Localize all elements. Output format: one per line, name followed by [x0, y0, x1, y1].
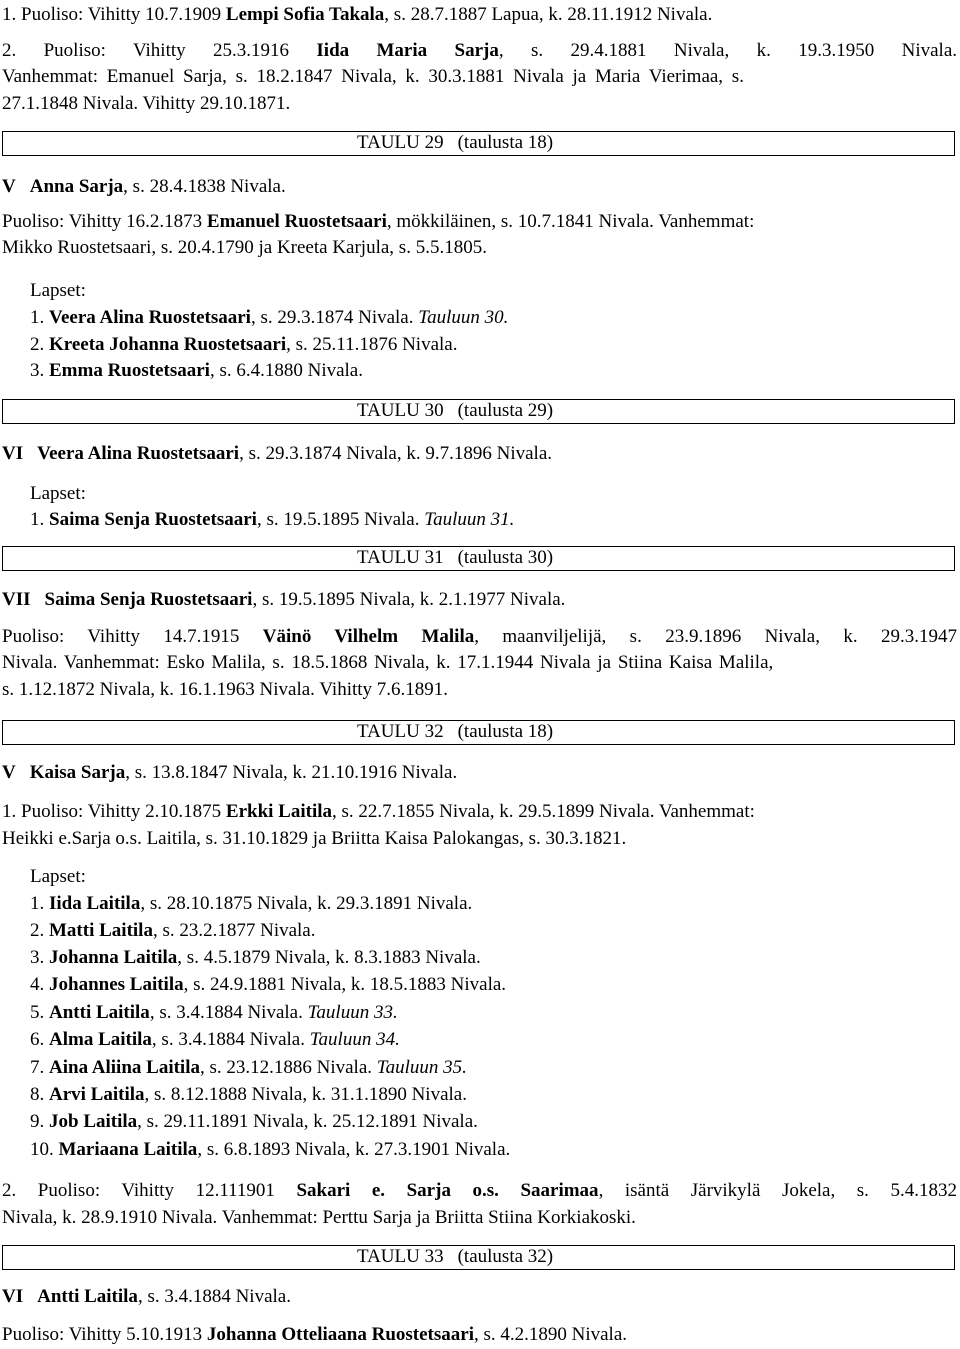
table-header-32: TAULU 32 (taulusta 18)	[2, 720, 955, 745]
table-header-29: TAULU 29 (taulusta 18)	[2, 131, 955, 156]
child-item: 6. Alma Laitila, s. 3.4.1884 Nivala. Tauluun 34.	[30, 1029, 400, 1050]
child-item: 1. Saima Senja Ruostetsaari, s. 19.5.1895 Nivala. Tauluun 31.	[30, 509, 515, 530]
child-item: 2. Kreeta Johanna Ruostetsaari, s. 25.11.1876 Nivala.	[30, 334, 458, 355]
spouse-line: Puoliso: Vihitty 16.2.1873 Emanuel Ruostetsaari, mökkiläinen, s. 10.7.1841 Nivala. Vanhemmat:	[2, 211, 755, 232]
table-reference: Tauluun 35.	[376, 1057, 467, 1078]
child-item: 3. Johanna Laitila, s. 4.5.1879 Nivala, k. 8.3.1883 Nivala.	[30, 947, 481, 968]
person-name: Saima Senja Ruostetsaari	[44, 589, 253, 610]
child-item: 3. Emma Ruostetsaari, s. 6.4.1880 Nivala.	[30, 360, 363, 381]
parents-line-cont: 27.1.1848 Nivala. Vihitty 29.10.1871.	[2, 93, 291, 114]
spouse-line: Puoliso: Vihitty 5.10.1913 Johanna Otteliaana Ruostetsaari, s. 4.2.1890 Nivala.	[2, 1324, 628, 1345]
spouse-name: Iida Maria Sarja	[316, 40, 499, 61]
spouse-line-2: 2. Puoliso: Vihitty 12.111901 Sakari e. Sarja o.s. Saarimaa, isäntä Järvikylä Jokela, s. 5.4.1832	[2, 1180, 957, 1201]
children-label: Lapset:	[30, 866, 86, 887]
generation-line: VI Veera Alina Ruostetsaari, s. 29.3.1874 Nivala, k. 9.7.1896 Nivala.	[2, 443, 553, 464]
child-item: 1. Iida Laitila, s. 28.10.1875 Nivala, k. 29.3.1891 Nivala.	[30, 893, 473, 914]
child-item: 4. Johannes Laitila, s. 24.9.1881 Nivala, k. 18.5.1883 Nivala.	[30, 974, 507, 995]
generation-line: V Anna Sarja, s. 28.4.1838 Nivala.	[2, 176, 286, 197]
child-item: 1. Veera Alina Ruostetsaari, s. 29.3.1874 Nivala. Tauluun 30.	[30, 307, 509, 328]
spouse-name: Emanuel Ruostetsaari	[206, 211, 387, 232]
spouse-name: Sakari e. Sarja o.s. Saarimaa	[296, 1180, 599, 1201]
children-label: Lapset:	[30, 483, 86, 504]
spouse-name: Väinö Vilhelm Malila	[262, 626, 475, 647]
generation-line: VII Saima Senja Ruostetsaari, s. 19.5.1895 Nivala, k. 2.1.1977 Nivala.	[2, 589, 566, 610]
children-label: Lapset:	[30, 280, 86, 301]
generation-line: VI Antti Laitila, s. 3.4.1884 Nivala.	[2, 1286, 291, 1307]
table-reference: Tauluun 33.	[307, 1002, 398, 1023]
child-item: 8. Arvi Laitila, s. 8.12.1888 Nivala, k. 31.1.1890 Nivala.	[30, 1084, 467, 1105]
spouse-line-2: 2. Puoliso: Vihitty 25.3.1916 Iida Maria Sarja, s. 29.4.1881 Nivala, k. 19.3.1950 Nivala.	[2, 40, 957, 61]
person-name: Kaisa Sarja	[29, 762, 126, 783]
child-item: 5. Antti Laitila, s. 3.4.1884 Nivala. Tauluun 33.	[30, 1002, 398, 1023]
parents-line: Vanhemmat: Emanuel Sarja, s. 18.2.1847 Nivala, k. 30.3.1881 Nivala ja Maria Vierimaa, s.	[2, 66, 744, 87]
person-name: Anna Sarja	[29, 176, 124, 197]
table-header-31: TAULU 31 (taulusta 30)	[2, 546, 955, 571]
spouse-name: Erkki Laitila	[225, 801, 333, 822]
person-name: Veera Alina Ruostetsaari	[37, 443, 240, 464]
spouse-line: 1. Puoliso: Vihitty 2.10.1875 Erkki Laitila, s. 22.7.1855 Nivala, k. 29.5.1899 Nivala. Vanhemmat:	[2, 801, 755, 822]
spouse-parents: Nivala. Vanhemmat: Esko Malila, s. 18.5.1868 Nivala, k. 17.1.1944 Nivala ja Stiina Kaisa Malila,	[2, 652, 774, 673]
table-header-30: TAULU 30 (taulusta 29)	[2, 399, 955, 424]
child-item: 7. Aina Aliina Laitila, s. 23.12.1886 Nivala. Tauluun 35.	[30, 1057, 467, 1078]
spouse-parents: Nivala, k. 28.9.1910 Nivala. Vanhemmat: Perttu Sarja ja Briitta Stiina Korkiakoski.	[2, 1207, 636, 1228]
person-name: Antti Laitila	[37, 1286, 138, 1307]
table-reference: Tauluun 30.	[418, 307, 509, 328]
spouse-line-1: 1. Puoliso: Vihitty 10.7.1909 Lempi Sofia Takala, s. 28.7.1887 Lapua, k. 28.11.1912 Nivala.	[2, 4, 713, 25]
table-reference: Tauluun 31.	[424, 509, 515, 530]
child-item: 9. Job Laitila, s. 29.11.1891 Nivala, k. 25.12.1891 Nivala.	[30, 1111, 478, 1132]
child-item: 10. Mariaana Laitila, s. 6.8.1893 Nivala, k. 27.3.1901 Nivala.	[30, 1139, 511, 1160]
table-reference: Tauluun 34.	[309, 1029, 400, 1050]
table-header-33: TAULU 33 (taulusta 32)	[2, 1245, 955, 1270]
spouse-parents: Heikki e.Sarja o.s. Laitila, s. 31.10.1829 ja Briitta Kaisa Palokangas, s. 30.3.1821.	[2, 828, 627, 849]
spouse-name: Lempi Sofia Takala	[225, 4, 385, 25]
spouse-parents-cont: s. 1.12.1872 Nivala, k. 16.1.1963 Nivala. Vihitty 7.6.1891.	[2, 679, 449, 700]
generation-line: V Kaisa Sarja, s. 13.8.1847 Nivala, k. 21.10.1916 Nivala.	[2, 762, 458, 783]
child-item: 2. Matti Laitila, s. 23.2.1877 Nivala.	[30, 920, 316, 941]
spouse-parents: Mikko Ruostetsaari, s. 20.4.1790 ja Kreeta Karjula, s. 5.5.1805.	[2, 237, 487, 258]
spouse-name: Johanna Otteliaana Ruostetsaari	[206, 1324, 474, 1345]
spouse-line: Puoliso: Vihitty 14.7.1915 Väinö Vilhelm Malila, maanviljelijä, s. 23.9.1896 Nivala, k. 29.3.1947	[2, 626, 957, 647]
